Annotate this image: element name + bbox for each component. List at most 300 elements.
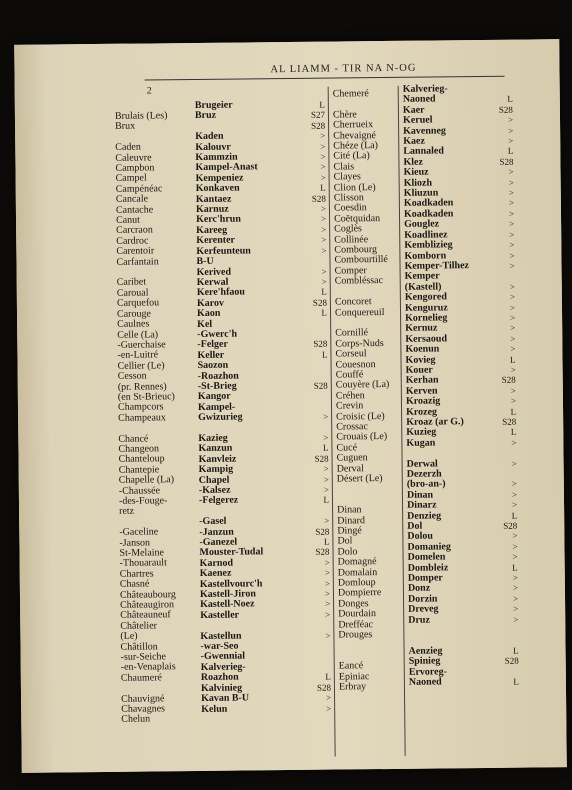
french-name: Comper (334, 265, 367, 277)
french-name: Désert (Le) (336, 473, 383, 485)
entry-tag (307, 318, 327, 329)
breton-name: Kerhan (405, 374, 439, 387)
breton-name: Lannaled (403, 145, 444, 158)
entry-tag: > (509, 281, 515, 292)
entry-tag: > (326, 703, 332, 714)
entry-tag (308, 360, 328, 371)
entry-tag: S28 (504, 655, 519, 667)
breton-name: Kovieg (405, 354, 436, 366)
french-name: Erbray (338, 681, 367, 693)
entry-tag: S28 (315, 526, 330, 537)
french-name: -Gaceline (119, 526, 159, 538)
breton-name: Ervoreg- (408, 666, 447, 678)
entry-tag (311, 661, 331, 672)
french-name: Carcraon (116, 224, 153, 237)
breton-name: Kastell-Jiron (199, 588, 256, 601)
entry-tag: S28 (503, 520, 518, 531)
breton-name: Kasteller (200, 609, 240, 621)
entry-tag (308, 422, 328, 433)
french-name: Chapelle (La) (118, 474, 175, 486)
running-header: AL LIAMM - TIR NA N-OG (270, 62, 417, 76)
breton-name: Naoned (402, 93, 436, 106)
french-name: Chevaigné (333, 129, 376, 142)
french-name: Domagné (337, 556, 377, 568)
entry-tag: > (323, 432, 329, 443)
french-name: Brux (115, 121, 136, 133)
french-name: -sur-Seiche (120, 651, 167, 663)
french-name: Crevin (335, 400, 364, 412)
entry-tag: L (513, 676, 519, 687)
entry-tag: L (321, 349, 328, 360)
dictionary-entry (339, 682, 405, 693)
entry-tag: > (508, 208, 515, 219)
breton-names-column-2 (403, 84, 519, 689)
french-name: Couyère (La) (335, 379, 390, 391)
breton-name: Gwizurieg (198, 411, 243, 424)
french-name: Coglès (334, 223, 362, 235)
french-name: Dingé (337, 525, 362, 537)
entry-tag: S28 (315, 547, 330, 558)
entry-tag: L (510, 427, 517, 438)
breton-name: Aenzieg (408, 645, 443, 657)
entry-tag: S28 (316, 682, 332, 693)
breton-name: Dreveg (408, 603, 439, 616)
book-page (14, 39, 567, 773)
breton-name: Kemblizieg (404, 239, 453, 251)
french-name: -en-Luitré (117, 349, 159, 362)
french-name: -Chaussée (118, 484, 161, 497)
breton-name: Denzieg (407, 510, 442, 522)
dictionary-entry (201, 703, 331, 715)
entry-tag: > (510, 395, 517, 406)
entry-tag: L (321, 307, 328, 318)
entry-tag: > (322, 411, 329, 422)
french-name (337, 484, 403, 495)
breton-name: Dorzin (407, 593, 438, 605)
breton-name: Kliozh (403, 177, 433, 189)
entry-tag: > (321, 276, 327, 287)
breton-name: Saozon (197, 359, 229, 372)
french-name: -Thouarault (119, 557, 167, 570)
entry-tag (310, 620, 330, 631)
french-name: Coesdin (333, 202, 367, 214)
french-name: Carentoir (116, 245, 155, 258)
entry-tag: L (509, 354, 516, 365)
french-name: Clais (333, 161, 355, 173)
french-name: Châteaugiron (120, 599, 175, 611)
dictionary-entry (337, 474, 403, 485)
french-name: Champeaux (118, 412, 166, 424)
french-name: Chantepie (118, 464, 160, 476)
french-name: Clayes (333, 171, 361, 183)
entry-tag: > (323, 484, 329, 495)
french-name: Canut (115, 214, 140, 226)
breton-name: Karnod (199, 557, 234, 569)
entry-tag: > (511, 437, 517, 448)
breton-name: -Roazhon (197, 370, 239, 382)
breton-name: -Kalsez (198, 484, 231, 496)
breton-name: Brugeier (194, 99, 233, 111)
breton-name: Dombleiz (407, 562, 449, 574)
dictionary-entry (337, 484, 403, 495)
breton-name: Dinan (406, 489, 434, 501)
entry-tag: > (320, 151, 326, 162)
french-name: Cardroc (116, 235, 149, 247)
breton-name: -war-Seo (200, 640, 239, 653)
breton-name: Kalvinieg (200, 682, 243, 694)
entry-tag: > (324, 578, 330, 589)
french-name: Champcors (117, 401, 164, 414)
breton-name: Kalverieg- (402, 83, 448, 95)
french-name: Celle (La) (117, 328, 159, 341)
french-name: Cité (La) (333, 150, 370, 162)
entry-tag: > (509, 250, 515, 261)
french-name: (en St-Brieuc) (117, 391, 175, 403)
entry-tag (308, 370, 328, 381)
french-name: Dol (337, 535, 353, 547)
dictionary-entry (335, 307, 401, 318)
breton-name: Kere'hfaou (196, 286, 246, 299)
breton-name: Kerc'hrun (195, 213, 241, 226)
entry-tag (499, 666, 519, 677)
entry-tag: > (512, 593, 519, 604)
entry-tag (498, 625, 518, 636)
breton-name: Dinarz (406, 499, 437, 512)
entry-tag: > (512, 583, 518, 594)
entry-tag: > (509, 239, 515, 250)
french-name: Campel (115, 172, 147, 185)
french-name: Cherrueix (333, 119, 374, 131)
breton-name: Kroaz (ar G.) (406, 416, 464, 428)
entry-tag: > (513, 603, 519, 614)
breton-name: Koenun (405, 343, 440, 355)
breton-name: Kazieg (198, 432, 228, 444)
breton-name: Kampel-Anast (195, 161, 258, 174)
entry-tag: L (323, 536, 330, 547)
breton-name: Kaer (402, 104, 425, 116)
french-name: Changeon (118, 443, 160, 455)
french-name: Chaumeré (120, 672, 162, 684)
french-name: Brulais (Les) (114, 110, 168, 122)
breton-name: Roazhon (200, 671, 239, 684)
breton-name: Kenguruz (404, 301, 448, 314)
breton-name: Domelen (407, 551, 446, 564)
french-name: Châtillon (120, 641, 158, 653)
entry-tag: S27 (310, 110, 326, 121)
french-name: Eancé (338, 660, 364, 672)
breton-name: Kampig (198, 463, 234, 476)
entry-tag: S28 (312, 297, 327, 308)
breton-name: Dolou (407, 530, 433, 543)
breton-name: Klez (403, 156, 423, 168)
entry-tag: > (321, 266, 327, 277)
breton-name: Kammzin (195, 151, 238, 164)
french-names-column-2 (333, 89, 405, 693)
breton-name: Kemper (404, 270, 440, 283)
french-name: -Guerchaise (117, 339, 166, 351)
french-name: Caden (115, 141, 141, 154)
french-name: Dourdain (338, 608, 377, 620)
french-name: Caroual (116, 287, 149, 299)
entry-tag: L (323, 495, 330, 506)
entry-tag: > (510, 343, 516, 354)
entry-tag: > (323, 463, 329, 474)
entry-tag: > (507, 125, 514, 136)
french-name: Drefféac (338, 618, 374, 631)
french-name: Cucé (336, 442, 358, 454)
breton-name: Domper (407, 572, 443, 584)
breton-name: Kerfeunteun (196, 245, 251, 257)
french-name: Créhen (335, 389, 365, 402)
entry-tag: > (320, 130, 326, 141)
entry-tag (497, 469, 517, 480)
french-name: Derval (336, 462, 364, 475)
french-name: Cornillé (335, 327, 369, 339)
breton-name: Gouglez (404, 218, 440, 231)
entry-tag: > (509, 291, 515, 302)
entry-tag: > (325, 692, 332, 703)
dictionary-entry (121, 714, 201, 725)
entry-tag: > (510, 322, 516, 334)
breton-name: Kliuzun (403, 187, 439, 199)
french-name: -des-Fouge- (118, 495, 168, 507)
french-name: Carfantain (116, 256, 159, 268)
breton-name: Kernuz (405, 322, 438, 335)
entry-tag: S28 (313, 338, 328, 350)
entry-tag: > (507, 114, 514, 125)
entry-tag: > (509, 229, 515, 240)
breton-name: Dol (407, 520, 423, 532)
french-name: Drouges (338, 629, 373, 641)
breton-name: Kalverieg- (200, 661, 246, 673)
breton-name: Kastellun (200, 630, 242, 642)
breton-name: Kanvleiz (198, 453, 237, 465)
entry-tag: S28 (499, 156, 514, 167)
breton-name: Kangor (197, 391, 231, 403)
entry-tag: > (324, 599, 331, 610)
entry-tag: > (512, 572, 518, 583)
entry-tag: > (509, 302, 516, 313)
breton-name: -Felgerez (198, 494, 239, 507)
french-name: Chancé (118, 433, 149, 445)
breton-name: Konkaven (195, 182, 240, 195)
french-name: Châteauneuf (120, 609, 171, 622)
entry-tag: > (324, 515, 330, 526)
french-name: Concoret (334, 296, 372, 308)
french-name: Cesson (117, 370, 147, 382)
breton-name: Komborn (404, 249, 447, 262)
french-name: Crossac (336, 421, 368, 433)
entry-tag: S28 (314, 453, 329, 464)
breton-name: Kantaez (195, 193, 232, 205)
french-name: St-Melaine (119, 547, 165, 559)
breton-name: Kerenter (196, 234, 236, 247)
french-name: Dinan (337, 504, 362, 516)
french-name: Chéze (La) (333, 140, 379, 152)
breton-name: Kalouvr (195, 141, 231, 153)
french-name: Chelun (121, 713, 151, 726)
french-name: Cuguen (336, 452, 368, 464)
entry-tag: > (511, 458, 517, 469)
breton-name: Koadlinez (404, 229, 448, 241)
breton-name: Dezerzh (406, 468, 442, 480)
entry-tag: > (509, 312, 516, 323)
breton-name: Kempeniez (195, 172, 244, 184)
breton-name: -St-Brieg (197, 380, 237, 392)
french-name: Chartres (119, 568, 154, 580)
french-name: Epiniac (338, 670, 370, 683)
entry-tag: > (324, 567, 330, 578)
entry-tag: > (510, 385, 516, 396)
breton-name: -Gwennial (200, 650, 246, 663)
entry-tag: > (511, 489, 517, 500)
entry-tag: > (320, 172, 326, 183)
breton-name: Kanzun (198, 443, 233, 455)
entry-tag: > (511, 479, 517, 490)
french-name: Cantache (115, 204, 154, 216)
breton-name: Spinieg (408, 655, 441, 668)
entry-tag (306, 256, 326, 267)
entry-tag: L (507, 146, 514, 157)
entry-tag: L (511, 510, 518, 521)
breton-name: Kersaoud (405, 333, 448, 345)
entry-tag (495, 271, 515, 282)
breton-name: Kavan B-U (201, 692, 250, 705)
french-name: Corseul (335, 348, 367, 360)
breton-name: Karnuz (195, 203, 229, 216)
entry-tag (498, 635, 518, 646)
french-name: Collinée (334, 233, 369, 246)
breton-name: (bro-an-) (406, 478, 446, 491)
dictionary-entry (333, 89, 399, 100)
breton-name: Mouster-Tudal (199, 546, 264, 559)
breton-name: -Gwerc'h (197, 328, 238, 340)
breton-name: Koadkaden (403, 197, 454, 210)
french-name: Cellier (Le) (117, 360, 165, 372)
french-name: Domalain (337, 566, 378, 579)
french-name: Clion (Le) (333, 181, 376, 194)
entry-tag: L (513, 645, 519, 656)
entry-tag: > (321, 245, 327, 256)
entry-tag: > (320, 141, 326, 152)
entry-tag: > (511, 499, 518, 510)
french-name: Caleuvre (115, 152, 152, 164)
breton-name: Kerwal (196, 276, 229, 288)
french-name: (pr. Rennes) (117, 380, 167, 393)
entry-tag (311, 651, 331, 662)
french-name: Clisson (333, 192, 364, 204)
entry-tag: > (320, 203, 326, 214)
french-name: Crouais (Le) (336, 431, 388, 443)
entry-tag (309, 505, 329, 516)
entry-tag: S28 (498, 104, 513, 115)
entry-tag: > (323, 474, 329, 485)
entry-tag: L (507, 94, 513, 105)
breton-name: B-U (196, 255, 214, 268)
french-name: Combourtillé (334, 254, 388, 267)
french-name: -en-Venaplais (120, 661, 176, 674)
french-name: Couffé (335, 369, 364, 381)
entry-tag: L (320, 182, 326, 193)
breton-name: Keller (197, 349, 225, 361)
breton-name: Kerived (196, 266, 232, 278)
breton-name: Kerven (405, 385, 438, 397)
entry-tag: L (510, 406, 517, 417)
french-name: Campénéac (115, 183, 163, 195)
french-name: Chanteloup (118, 453, 165, 466)
breton-name: Krozeg (406, 406, 438, 418)
breton-name: -Gasel (199, 515, 227, 528)
breton-name: Kornelieg (405, 312, 448, 324)
french-name: Domloup (337, 577, 376, 589)
breton-name: Keruel (402, 114, 433, 127)
breton-name: Donz (407, 583, 431, 595)
breton-name: -Felger (197, 338, 228, 351)
french-name: -Janson (119, 537, 151, 549)
french-name: Campbon (115, 162, 155, 174)
breton-name: Kelun (201, 703, 228, 715)
french-name: Dompierre (337, 587, 382, 599)
entry-tag (493, 84, 513, 95)
dictionary-entry (409, 677, 519, 689)
entry-tag: > (324, 588, 331, 599)
french-name: Croisic (Le) (336, 410, 385, 423)
breton-name: Kastell-Noez (200, 598, 255, 611)
entry-tag: > (512, 541, 518, 552)
entry-tag: > (321, 224, 327, 235)
french-name: Combléssac (334, 275, 384, 287)
french-name: Carouge (116, 308, 151, 320)
entry-tag: > (513, 614, 519, 625)
entry-tag: L (321, 286, 327, 297)
entry-tag: L (322, 442, 329, 454)
french-name: Couesnon (335, 358, 376, 371)
french-name (338, 640, 404, 651)
entry-tag: > (508, 218, 515, 229)
french-name: (Le) (120, 630, 138, 643)
entry-tag (308, 391, 328, 402)
breton-name: Naoned (408, 676, 442, 688)
breton-name: Kel (197, 318, 213, 330)
entry-tag: S28 (310, 120, 326, 131)
entry-tag: > (508, 187, 514, 198)
french-name: Dinard (337, 514, 366, 527)
header-rule (145, 76, 505, 81)
french-name: Chère (332, 109, 357, 121)
breton-name: Kampel- (197, 401, 236, 413)
entry-tag: L (319, 99, 325, 110)
breton-name: Karov (196, 297, 225, 309)
french-name: Corps-Nuds (335, 337, 384, 350)
french-name: Chavagnes (121, 703, 166, 715)
breton-name: Druz (408, 614, 430, 626)
breton-name: Kroazig (405, 395, 441, 407)
french-name: Donges (338, 598, 369, 610)
breton-name: Kaez (403, 135, 425, 147)
breton-name: Koadkaden (403, 208, 454, 220)
french-name: Châtelier (120, 620, 158, 632)
french-name: Carquefou (116, 297, 160, 310)
entry-tag: S28 (311, 193, 326, 204)
french-name: Chasné (119, 578, 150, 591)
page-number: 2 (146, 85, 152, 97)
entry-tag: S28 (502, 416, 517, 427)
breton-name: Kaenez (199, 567, 232, 580)
french-name: Combourg (334, 244, 378, 256)
breton-name: Chapel (198, 474, 230, 486)
entry-tag: > (512, 531, 518, 542)
french-name: retz (119, 506, 135, 518)
